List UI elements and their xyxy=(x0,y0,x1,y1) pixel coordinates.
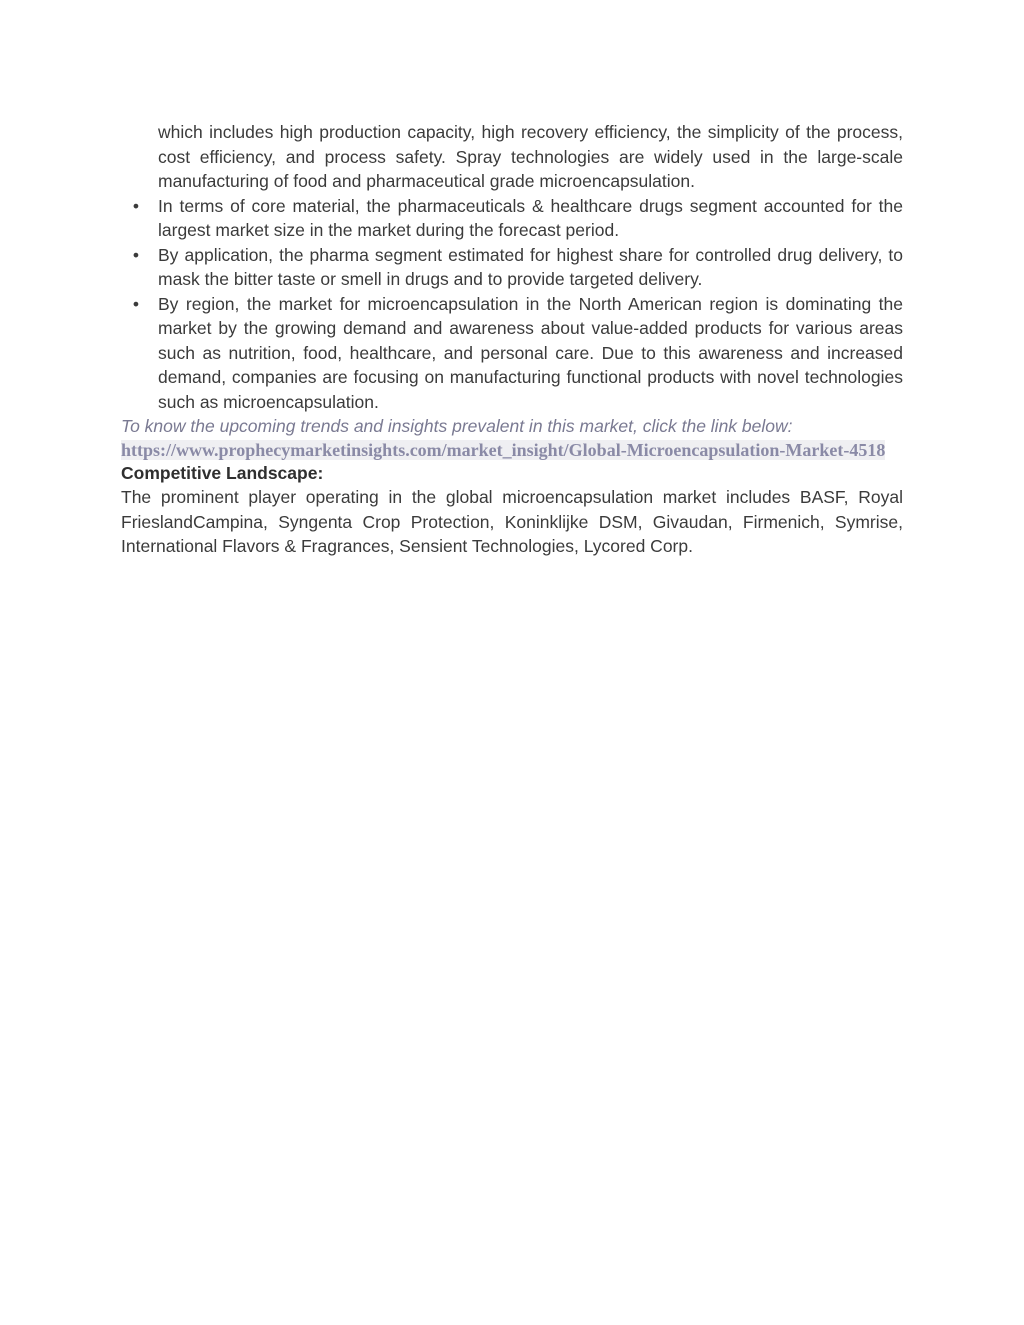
bullet-icon: • xyxy=(132,293,140,314)
bullet-text: By application, the pharma segment estimated for highest share for controlled drug delivery, to mask the bitter taste or smell in drugs and to provide targeted delivery. xyxy=(158,244,903,289)
list-item xyxy=(121,292,903,415)
competitive-landscape-heading: Competitive Landscape: xyxy=(121,462,324,483)
report-link[interactable]: https://www.prophecymarketinsights.com/market_insight/Global-Microencapsulation-Market-4518 xyxy=(121,439,886,460)
competitive-landscape-paragraph: The prominent player operating in the global microencapsulation market includes BASF, Royal FrieslandCampina, Syngenta Crop Protection, Koninklijke DSM, Givaudan, Firmenich, Symrise, International Flavors & Fragrances, Sensient Technologies, Lycored Corp. xyxy=(121,487,903,556)
document-page xyxy=(121,120,903,559)
bullet-text: By region, the market for microencapsulation in the North American region is dominating the market by the growing demand and awareness about value-added products for various areas such as nutrition, food, healthcare, and personal care. Due to this awareness and increased demand, companies are focusing on manufacturing functional products with novel technologies such as microencapsulation. xyxy=(158,293,903,412)
continuation-paragraph: which includes high production capacity, high recovery efficiency, the simplicity of the process, cost efficiency, and process safety. Spray technologies are widely used in the large-scale manufacturing of food and pharmaceutical grade microencapsulation. xyxy=(158,122,903,191)
link-intro: To know the upcoming trends and insights prevalent in this market, click the link below: xyxy=(121,416,793,436)
bullet-list xyxy=(121,194,903,415)
bullet-text: In terms of core material, the pharmaceuticals & healthcare drugs segment accounted for the largest market size in the market during the forecast period. xyxy=(158,195,903,240)
list-item xyxy=(121,194,903,243)
list-item xyxy=(121,243,903,292)
bullet-icon: • xyxy=(132,195,140,216)
bullet-icon: • xyxy=(132,244,140,265)
link-paragraph xyxy=(121,439,903,461)
